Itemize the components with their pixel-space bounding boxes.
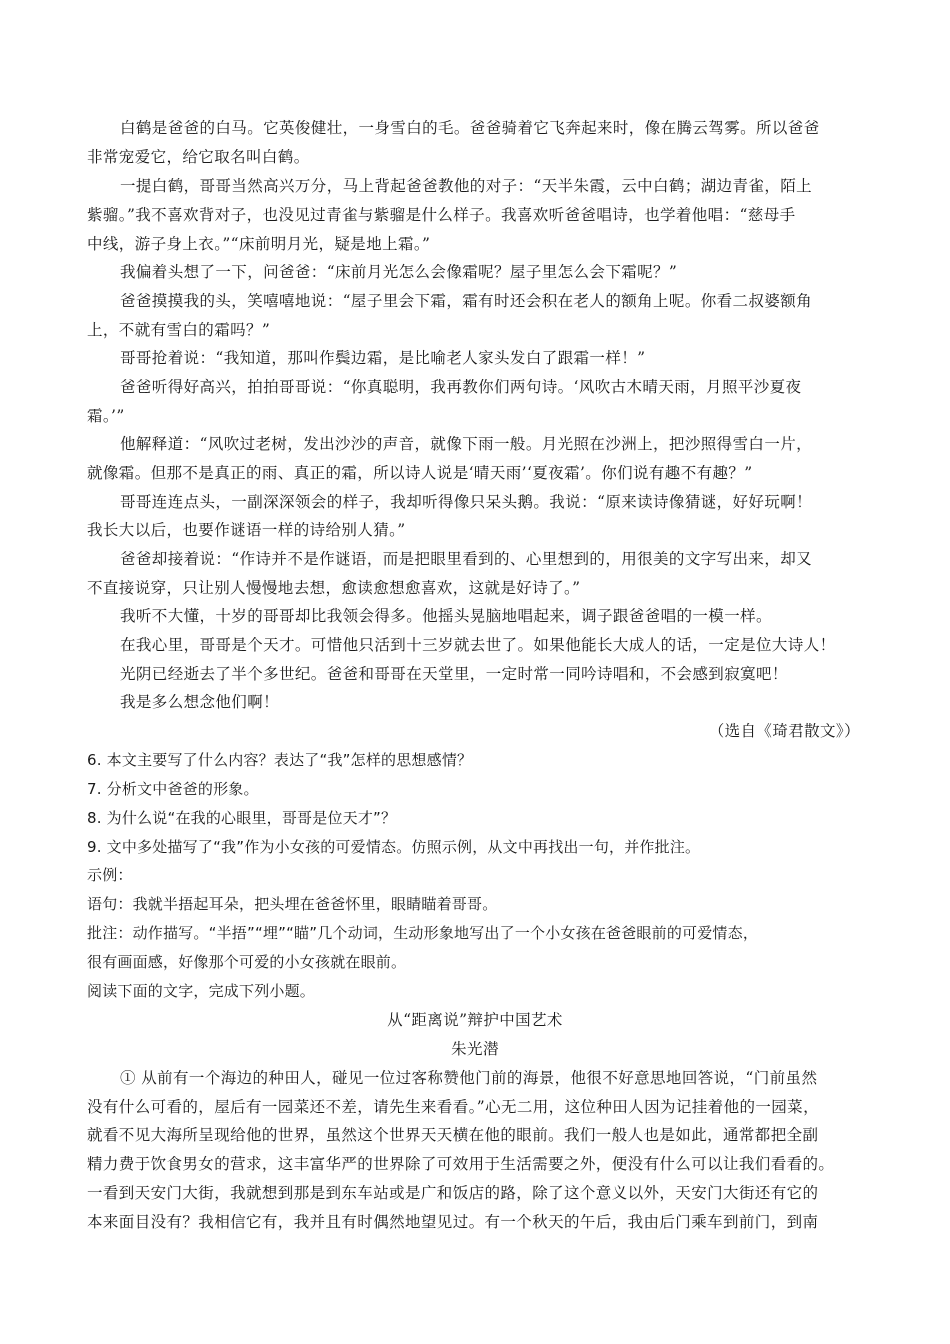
paragraph-line: 我长大以后，也要作谜语一样的诗给别人猜。” xyxy=(87,521,406,539)
paragraph-line: 我偏着头想了一下，问爸爸：“床前月光怎么会像霜呢？屋子里怎么会下霜呢？” xyxy=(120,263,678,281)
reading-instruction: 阅读下面的文字，完成下列小题。 xyxy=(87,982,316,1000)
essay-author: 朱光潜 xyxy=(451,1040,499,1058)
paragraph-line: 白鹤是爸爸的白马。它英俊健壮，一身雪白的毛。爸爸骑着它飞奔起来时，像在腾云驾雾。所以爸爸 xyxy=(120,119,820,137)
paragraph-line: 爸爸听得好高兴，拍拍哥哥说：“你真聪明，我再教你们两句诗。‘风吹古木晴天雨，月照平沙夏夜 xyxy=(120,378,802,396)
example-note-continued: 很有画面感，好像那个可爱的小女孩就在眼前。 xyxy=(87,953,407,971)
paragraph-line: 哥哥连连点头，一副深深领会的样子，我却听得像只呆头鹅。我说：“原来读诗像猜谜，好好玩啊！ xyxy=(120,493,813,511)
question-9: 9. 文中多处描写了“我”作为小女孩的可爱情态。仿照示例，从文中再找出一句，并作批注。 xyxy=(87,838,701,856)
paragraph-line: 光阴已经逝去了半个多世纪。爸爸和哥哥在天堂里，一定时常一同吟诗唱和，不会感到寂寞吧！ xyxy=(120,665,788,683)
paragraph-line: 我听不大懂，十岁的哥哥却比我领会得多。他摇头晃脑地唱起来，调子跟爸爸唱的一模一样。 xyxy=(120,607,772,625)
paragraph-line: 他解释道：“风吹过老树，发出沙沙的声音，就像下雨一般。月光照在沙洲上，把沙照得雪白一片， xyxy=(120,435,813,453)
source-citation: （选自《琦君散文》） xyxy=(708,722,860,740)
paragraph-line: 爸爸却接着说：“作诗并不是作谜语，而是把眼里看到的、心里想到的，用很美的文字写出来，却又 xyxy=(120,550,813,568)
paragraph-line: ① 从前有一个海边的种田人，碰见一位过客称赞他门前的海景，他很不好意思地回答说，“门前虽然 xyxy=(120,1069,818,1087)
paragraph-line: 紫骝。”我不喜欢背对子，也没见过青雀与紫骝是什么样子。我喜欢听爸爸唱诗，也学着他唱：“慈母手 xyxy=(87,206,796,224)
example-label: 示例： xyxy=(87,866,133,884)
paragraph-line: 我是多么想念他们啊！ xyxy=(120,693,280,711)
paragraph-line: 不直接说穿，只让别人慢慢地去想，愈读愈想愈喜欢，这就是好诗了。” xyxy=(87,579,581,597)
paragraph-line: 在我心里，哥哥是个天才。可惜他只活到十三岁就去世了。如果他能长大成人的话，一定是位大诗人！ xyxy=(120,636,836,654)
example-sentence: 语句：我就半捂起耳朵，把头埋在爸爸怀里，眼睛瞄着哥哥。 xyxy=(87,895,498,913)
paragraph-line: 没有什么可看的，屋后有一园菜还不差，请先生来看看。”心无二用，这位种田人因为记挂着他的一园菜， xyxy=(87,1098,819,1116)
question-7: 7. 分析文中爸爸的形象。 xyxy=(87,780,259,798)
paragraph-line: 非常宠爱它，给它取名叫白鹤。 xyxy=(87,148,310,166)
essay-title: 从“距离说”辩护中国艺术 xyxy=(387,1011,563,1029)
paragraph-line: 爸爸摸摸我的头，笑嘻嘻地说：“屋子里会下霜，霜有时还会积在老人的额角上呢。你看二叔婆额角 xyxy=(120,292,813,310)
question-8: 8. 为什么说“在我的心眼里，哥哥是位天才”？ xyxy=(87,809,397,827)
paragraph-line: 本来面目没有？我相信它有，我并且有时偶然地望见过。有一个秋天的午后，我由后门乘车到前门，到南 xyxy=(87,1213,819,1231)
paragraph-line: 中线，游子身上衣。”“床前明月光，疑是地上霜。” xyxy=(87,235,431,253)
paragraph-line: 一提白鹤，哥哥当然高兴万分，马上背起爸爸教他的对子：“天半朱霞，云中白鹤；湖边青雀，陌上 xyxy=(120,177,813,195)
paragraph-line: 哥哥抢着说：“我知道，那叫作鬓边霜，是比喻老人家头发白了跟霜一样！” xyxy=(120,349,646,367)
paragraph-line: 就像霜。但那不是真正的雨、真正的霜，所以诗人说是‘晴天雨’‘夏夜霜’。你们说有趣不有趣？” xyxy=(87,464,753,482)
question-6: 6. 本文主要写了什么内容？表达了“我”怎样的思想感情？ xyxy=(87,751,473,769)
paragraph-line: 精力费于饮食男女的营求，这丰富华严的世界除了可效用于生活需要之外，便没有什么可以让我们看看的。 xyxy=(87,1155,835,1173)
paragraph-line: 霜。’” xyxy=(87,407,125,425)
paragraph-line: 一看到天安门大街，我就想到那是到东车站或是广和饭店的路，除了这个意义以外，天安门大街还有它的 xyxy=(87,1184,819,1202)
paragraph-line: 就看不见大海所呈现给他的世界，虽然这个世界天天横在他的眼前。我们一般人也是如此，通常都把全副 xyxy=(87,1126,819,1144)
paragraph-line: 上，不就有雪白的霜吗？” xyxy=(87,321,271,339)
example-note: 批注：动作描写。“半捂”“埋”“瞄”几个动词，生动形象地写出了一个小女孩在爸爸眼前的可爱情态， xyxy=(87,924,759,942)
